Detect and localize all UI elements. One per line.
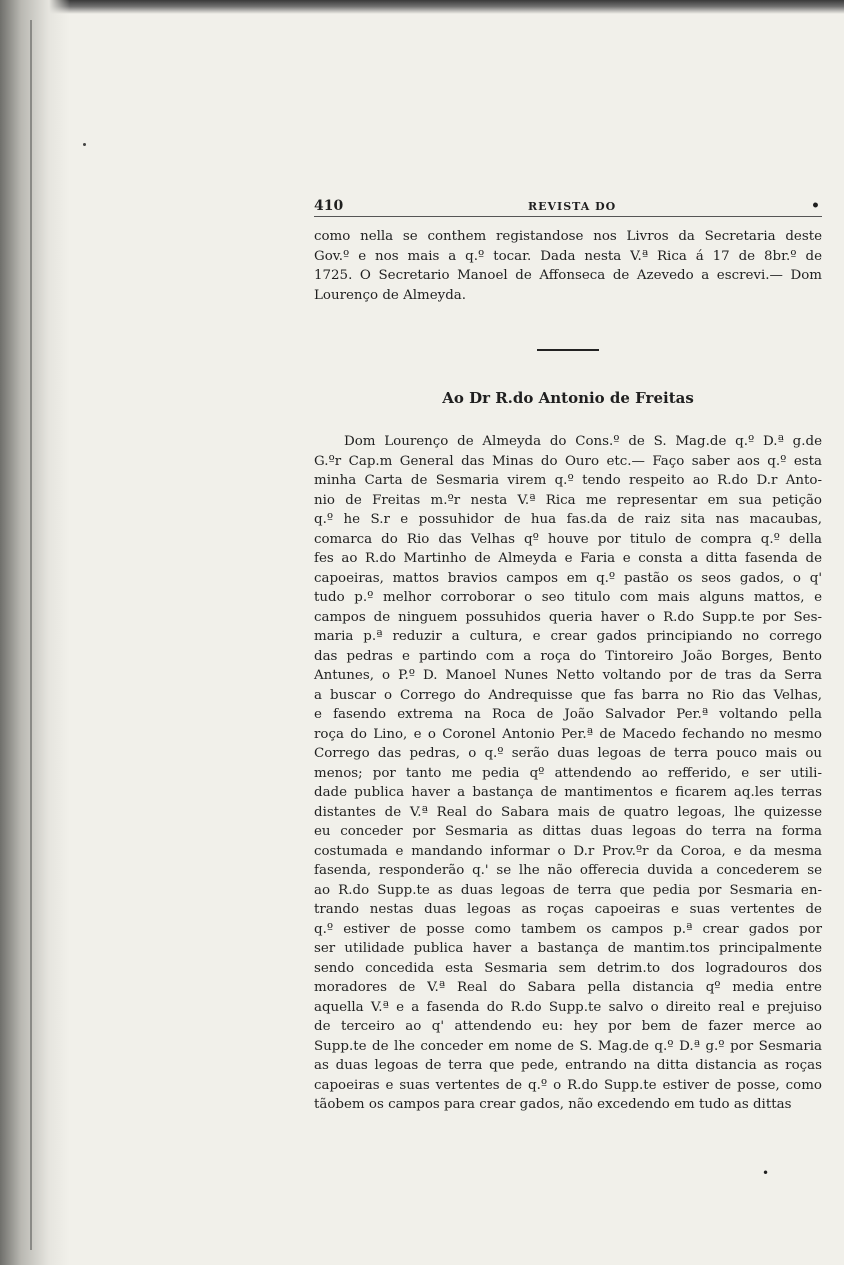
text-line: fasenda, responderão q.' se lhe não offerecia duvida a concederem se	[314, 863, 822, 878]
text-line: Supp.te de lhe conceder em nome de S. Mag.de q.º D.ª g.º por Sesmaria	[314, 1038, 822, 1054]
text-line: como nella se conthem registandose nos Livros da Secretaria deste	[314, 229, 822, 244]
text-line: menos; por tanto me pedia qº attendendo ao refferido, e ser utili-	[314, 765, 822, 781]
text-line: Corrego das pedras, o q.º serão duas legoas de terra pouco mais ou	[314, 746, 822, 761]
text-line: Gov.º e nos mais a q.º tocar. Dada nesta V.ª Rica á 17 de 8br.º de	[314, 248, 822, 264]
book-gutter-line	[30, 20, 32, 1250]
text-line: tãobem os campos para crear gados, não excedendo em tudo as dittas	[314, 1097, 792, 1112]
text-line: Lourenço de Almeyda.	[314, 287, 467, 303]
page-number: 410	[314, 198, 344, 214]
paper-speck	[83, 143, 86, 146]
section-title: Ao Dr R.do Antonio de Freitas	[442, 389, 694, 407]
text-line: as duas legoas de terra que pede, entrando na ditta distancia as roças	[314, 1058, 822, 1073]
text-line: ao R.do Supp.te as duas legoas de terra que pedia por Sesmaria en-	[314, 882, 822, 898]
text-line: capoeiras, mattos bravios campos em q.º pastão os seos gados, o q'	[314, 570, 822, 586]
body-paragraph	[314, 432, 822, 1115]
page-top-edge-shadow	[0, 0, 844, 14]
text-line: costumada e mandando informar o D.r Prov.ºr da Coroa, e da mesma	[314, 843, 822, 859]
text-line: nio de Freitas m.ºr nesta V.ª Rica me representar em sua petição	[314, 492, 822, 508]
running-header	[314, 196, 822, 217]
intro-paragraph	[314, 227, 822, 305]
text-line: das pedras e partindo com a roça do Tintoreiro João Borges, Bento	[314, 648, 822, 664]
header-dot: •	[811, 198, 820, 214]
text-line: comarca do Rio das Velhas qº houve por titulo de compra q.º della	[314, 531, 822, 547]
text-line: Dom Lourenço de Almeyda do Cons.º de S. Mag.de q.º D.ª g.de	[344, 434, 822, 449]
end-mark: •	[762, 1166, 770, 1180]
text-line: dade publica haver a bastança de mantimentos e ficarem aq.les terras	[314, 785, 822, 800]
text-line: minha Carta de Sesmaria virem q.º tendo respeito ao R.do D.r Anto-	[314, 473, 822, 488]
text-line: Antunes, o P.º D. Manoel Nunes Netto voltando por de tras da Serra	[314, 668, 822, 683]
text-line: tudo p.º melhor corroborar o seo titulo com mais alguns mattos, e	[314, 590, 822, 605]
text-line: de terceiro ao q' attendendo eu: hey por bem de fazer merce ao	[314, 1019, 822, 1034]
text-line: sendo concedida esta Sesmaria sem detrim.to dos logradouros dos	[314, 960, 822, 976]
document-page	[314, 196, 822, 1115]
text-line: a buscar o Corrego do Andrequisse que fas barra no Rio das Velhas,	[314, 687, 822, 703]
text-line: roça do Lino, e o Coronel Antonio Per.ª de Macedo fechando no mesmo	[314, 726, 822, 742]
text-line: q.º he S.r e possuhidor de hua fas.da de raiz sita nas macaubas,	[314, 512, 822, 527]
text-line: trando nestas duas legoas as roças capoeiras e suas vertentes de	[314, 902, 822, 917]
text-line: fes ao R.do Martinho de Almeyda e Faria e consta a ditta fasenda de	[314, 551, 822, 566]
text-line: q.º estiver de posse como tambem os campos p.ª crear gados por	[314, 921, 822, 937]
text-line: eu conceder por Sesmaria as dittas duas legoas do terra na forma	[314, 824, 822, 839]
text-line: ser utilidade publica haver a bastança de mantim.tos principalmente	[314, 941, 822, 956]
text-line: maria p.ª reduzir a cultura, e crear gados principiando no corrego	[314, 629, 822, 644]
text-line: aquella V.ª e a fasenda do R.do Supp.te salvo o direito real e prejuiso	[314, 999, 822, 1015]
text-line: e fasendo extrema na Roca de João Salvador Per.ª voltando pella	[314, 707, 822, 722]
text-line: 1725. O Secretario Manoel de Affonseca de Azevedo a escrevi.— Dom	[314, 268, 822, 283]
text-line: campos de ninguem possuhidos queria haver o R.do Supp.te por Ses-	[314, 609, 822, 625]
text-line: distantes de V.ª Real do Sabara mais de quatro legoas, lhe quizesse	[314, 804, 822, 820]
text-line: capoeiras e suas vertentes de q.º o R.do Supp.te estiver de posse, como	[314, 1077, 822, 1093]
text-line: G.ºr Cap.m General das Minas do Ouro etc.— Faço saber aos q.º esta	[314, 453, 822, 469]
section-divider	[537, 349, 599, 351]
book-spine-shadow	[0, 0, 70, 1265]
running-title: REVISTA DO	[528, 200, 617, 213]
text-line: moradores de V.ª Real do Sabara pella distancia qº media entre	[314, 980, 822, 995]
